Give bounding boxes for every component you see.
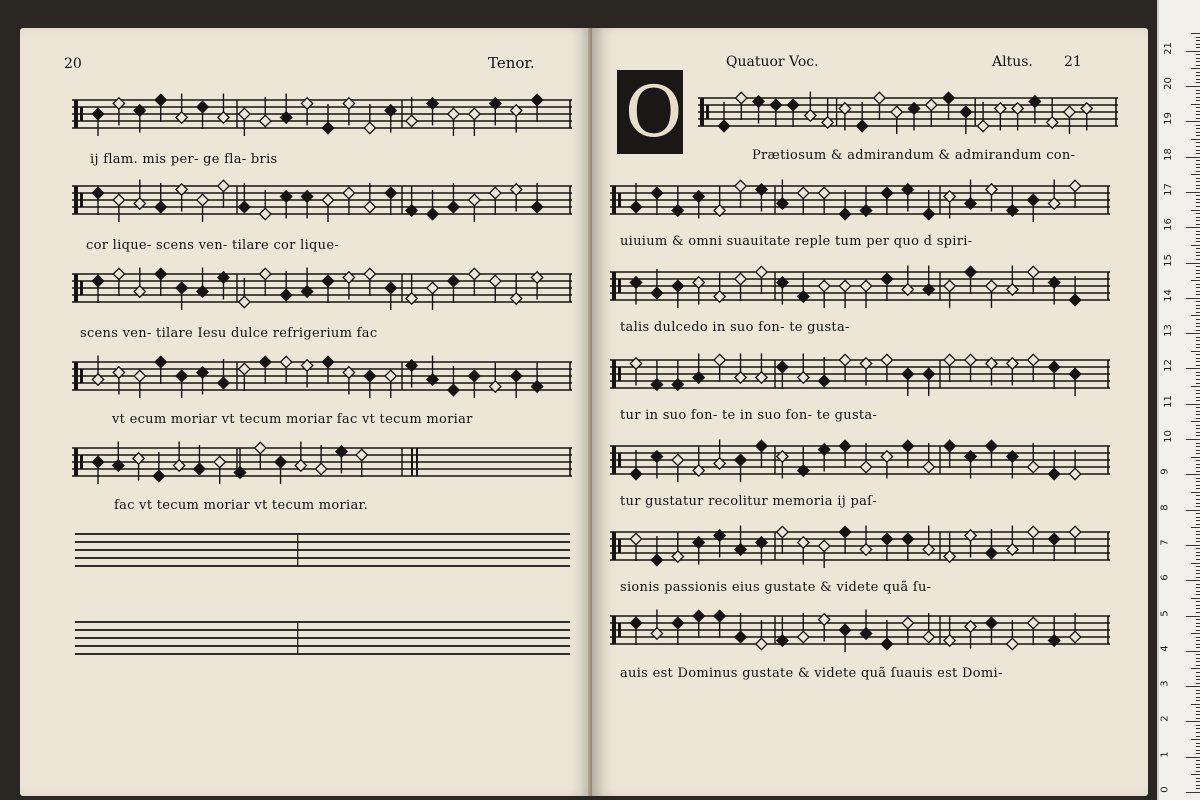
measurement-ruler [1157,0,1200,800]
ruler-tick [1196,135,1200,136]
ruler-tick [1191,139,1200,140]
ruler-tick [1196,365,1200,366]
ruler-tick [1196,305,1200,306]
ruler-tick [1196,672,1200,673]
ruler-number: 10 [1162,430,1174,443]
ruler-tick [1196,591,1200,592]
ruler-tick [1196,79,1200,80]
ruler-tick [1196,326,1200,327]
ruler-tick [1196,679,1200,680]
ruler-tick [1191,386,1200,387]
lyric-line: sionis passionis eius gustate & videte quã ſu- [620,580,932,595]
ruler-tick [1196,640,1200,641]
left-voice-part: Tenor. [488,54,535,72]
ruler-tick [1186,686,1200,687]
ruler-tick [1196,654,1200,655]
music-staff [610,518,1110,582]
ruler-tick [1196,760,1200,761]
ruler-tick [1196,308,1200,309]
ruler-tick [1196,400,1200,401]
ruler-tick [1196,111,1200,112]
ruler-tick [1196,753,1200,754]
ruler-tick [1186,263,1200,264]
ruler-tick [1191,492,1200,493]
ruler-tick [1196,644,1200,645]
music-staff [72,172,572,236]
ruler-tick [1196,725,1200,726]
music-staff [610,346,1110,410]
ruler-tick [1196,432,1200,433]
ruler-tick [1196,559,1200,560]
ruler-number: 11 [1162,394,1174,408]
ruler-tick [1186,298,1200,299]
ruler-tick [1196,566,1200,567]
ruler-tick [1196,481,1200,482]
ruler-tick [1196,467,1200,468]
lyric-line: uiuium & omni suauitate reple tum per quo d spiri- [620,234,973,249]
right-header-title: Quatuor Voc. [726,54,819,70]
ruler-tick [1196,746,1200,747]
lyric-line: scens ven- tilare Iesu dulce refrigerium fac [80,326,378,341]
ruler-tick [1196,626,1200,627]
ruler-tick [1196,418,1200,419]
ruler-tick [1186,510,1200,511]
ruler-tick [1191,739,1200,740]
ruler-tick [1196,238,1200,239]
ruler-tick [1196,676,1200,677]
ruler-tick [1186,721,1200,722]
ruler-tick [1196,167,1200,168]
ruler-tick [1196,82,1200,83]
ruler-number: 4 [1159,645,1171,652]
ruler-tick [1196,464,1200,465]
ruler-tick [1196,700,1200,701]
ruler-tick [1196,443,1200,444]
ruler-tick [1196,128,1200,129]
ruler-tick [1196,460,1200,461]
ruler-tick [1196,231,1200,232]
initial-letter: O [625,71,683,153]
ruler-tick [1196,390,1200,391]
right-voice-part: Altus. [992,54,1033,70]
music-staff [72,260,572,324]
ruler-tick [1196,291,1200,292]
ruler-tick [1196,453,1200,454]
ruler-tick [1196,220,1200,221]
ruler-number: 12 [1162,359,1174,373]
ruler-tick [1191,351,1200,352]
ruler-tick [1196,47,1200,48]
ruler-tick [1196,541,1200,542]
ruler-tick [1196,358,1200,359]
ruler-tick [1186,580,1200,581]
ruler-tick [1196,107,1200,108]
lyric-line: auis est Dominus gustate & videte quã ſuauis est Domi- [620,666,1003,681]
ruler-tick [1196,605,1200,606]
right-page [592,28,1148,796]
ruler-tick [1196,506,1200,507]
ruler-number: 20 [1162,77,1174,90]
ruler-number: 2 [1159,715,1171,723]
ruler-tick [1196,294,1200,295]
music-staff [610,602,1110,666]
ruler-tick [1186,545,1200,546]
ruler-tick [1196,707,1200,708]
ruler-tick [1196,714,1200,715]
ruler-number: 13 [1162,324,1174,337]
ruler-tick [1196,495,1200,496]
ruler-tick [1191,563,1200,564]
right-page-number: 21 [1064,54,1082,70]
ruler-tick [1196,224,1200,225]
lyric-line: Prætiosum & admirandum & admirandum con- [752,148,1076,163]
ruler-tick [1196,517,1200,518]
ruler-tick [1196,697,1200,698]
ruler-number: 7 [1159,539,1171,546]
ruler-tick [1196,142,1200,143]
ruler-tick [1196,499,1200,500]
empty-staff [75,528,570,578]
ruler-tick [1196,178,1200,179]
music-staff [610,432,1110,496]
ruler-tick [1196,199,1200,200]
ruler-tick [1196,524,1200,525]
ruler-tick [1186,474,1200,475]
ruler-tick [1196,319,1200,320]
ruler-tick [1196,619,1200,620]
ruler-number: 18 [1162,147,1174,161]
ruler-tick [1196,573,1200,574]
ruler-tick [1196,485,1200,486]
ruler-tick [1196,100,1200,101]
ruler-tick [1196,711,1200,712]
ruler-tick [1196,54,1200,55]
ruler-number: 0 [1159,786,1171,793]
music-staff [698,84,1118,148]
ruler-tick [1186,86,1200,87]
ruler-tick [1191,421,1200,422]
ruler-tick [1196,728,1200,729]
ruler-tick [1196,72,1200,73]
ruler-tick [1196,587,1200,588]
ruler-tick [1196,252,1200,253]
ruler-number: 6 [1159,574,1171,581]
decorated-initial [617,70,683,154]
ruler-tick [1196,330,1200,331]
ruler-tick [1196,601,1200,602]
ruler-tick [1196,647,1200,648]
ruler-tick [1196,471,1200,472]
ruler-tick [1191,633,1200,634]
ruler-tick [1196,612,1200,613]
ruler-tick [1196,478,1200,479]
ruler-tick [1196,407,1200,408]
ruler-tick [1191,280,1200,281]
ruler-tick [1196,217,1200,218]
ruler-tick [1196,411,1200,412]
ruler-tick [1191,104,1200,105]
music-staff [72,86,572,150]
ruler-tick [1196,58,1200,59]
ruler-tick [1196,414,1200,415]
ruler-tick [1196,40,1200,41]
lyric-line: ij flam. mis per- ge fla- bris [90,152,278,167]
ruler-tick [1196,767,1200,768]
music-staff [610,258,1110,322]
ruler-tick [1196,383,1200,384]
ruler-tick [1196,234,1200,235]
ruler-tick [1196,397,1200,398]
ruler-number: 19 [1162,112,1174,126]
ruler-tick [1191,245,1200,246]
ruler-tick [1196,37,1200,38]
ruler-tick [1191,704,1200,705]
ruler-tick [1196,202,1200,203]
ruler-tick [1196,344,1200,345]
lyric-line: tur in suo fon- te in suo fon- te gusta- [620,408,878,423]
ruler-tick [1196,570,1200,571]
ruler-tick [1196,150,1200,151]
ruler-number: 5 [1159,609,1171,617]
ruler-tick [1191,668,1200,669]
ruler-tick [1196,630,1200,631]
ruler-tick [1196,171,1200,172]
ruler-tick [1196,608,1200,609]
ruler-tick [1196,425,1200,426]
ruler-number: 17 [1162,183,1174,196]
ruler-tick [1186,616,1200,617]
ruler-tick [1196,93,1200,94]
ruler-tick [1196,287,1200,288]
left-page [20,28,592,796]
ruler-tick [1196,771,1200,772]
ruler-tick [1196,160,1200,161]
ruler-tick [1196,658,1200,659]
ruler-tick [1186,333,1200,334]
ruler-tick [1196,503,1200,504]
ruler-number: 9 [1159,468,1171,475]
ruler-tick [1196,428,1200,429]
music-staff [72,434,572,498]
ruler-tick [1196,584,1200,585]
ruler-tick [1196,146,1200,147]
lyric-line: tur gustatur recolitur memoria ij paſ- [620,494,877,509]
ruler-tick [1196,736,1200,737]
ruler-number: 15 [1162,253,1174,267]
ruler-tick [1186,404,1200,405]
ruler-tick [1196,164,1200,165]
ruler-tick [1196,393,1200,394]
ruler-tick [1196,153,1200,154]
ruler-tick [1196,61,1200,62]
ruler-tick [1196,301,1200,302]
ruler-tick [1191,210,1200,211]
ruler-tick [1191,68,1200,69]
lyric-line: vt ecum moriar vt tecum moriar fac vt tecum moriar [112,412,473,427]
ruler-tick [1196,114,1200,115]
ruler-tick [1196,206,1200,207]
ruler-tick [1196,534,1200,535]
empty-staff [75,616,570,666]
ruler-tick [1196,435,1200,436]
ruler-tick [1196,488,1200,489]
ruler-tick [1196,375,1200,376]
ruler-tick [1196,577,1200,578]
ruler-tick [1196,75,1200,76]
ruler-tick [1196,665,1200,666]
ruler-tick [1196,65,1200,66]
ruler-tick [1196,312,1200,313]
ruler-tick [1196,718,1200,719]
ruler-tick [1196,683,1200,684]
ruler-tick [1196,273,1200,274]
ruler-tick [1196,270,1200,271]
ruler-number: 14 [1162,288,1174,302]
ruler-tick [1186,192,1200,193]
ruler-tick [1196,125,1200,126]
ruler-tick [1186,439,1200,440]
left-page-number: 20 [64,56,82,72]
ruler-number: 16 [1162,218,1174,232]
ruler-tick [1196,347,1200,348]
ruler-tick [1196,520,1200,521]
ruler-tick [1196,97,1200,98]
ruler-tick [1196,661,1200,662]
lyric-line: cor lique- scens ven- tilare cor lique- [86,238,340,253]
ruler-tick [1196,277,1200,278]
ruler-tick [1196,181,1200,182]
ruler-tick [1196,778,1200,779]
ruler-tick [1196,337,1200,338]
ruler-tick [1196,555,1200,556]
ruler-tick [1196,637,1200,638]
ruler-tick [1196,354,1200,355]
ruler-tick [1196,248,1200,249]
ruler-tick [1191,774,1200,775]
ruler-tick [1196,44,1200,45]
ruler-tick [1196,732,1200,733]
ruler-tick [1196,323,1200,324]
ruler-tick [1191,457,1200,458]
lyric-line: talis dulcedo in suo fon- te gusta- [620,320,850,335]
ruler-number: 21 [1162,41,1174,55]
ruler-tick [1186,757,1200,758]
ruler-tick [1196,195,1200,196]
ruler-tick [1196,693,1200,694]
ruler-tick [1196,785,1200,786]
ruler-tick [1186,651,1200,652]
ruler-tick [1196,213,1200,214]
ruler-tick [1196,284,1200,285]
ruler-tick [1196,90,1200,91]
ruler-tick [1191,527,1200,528]
ruler-tick [1186,792,1200,793]
ruler-tick [1196,548,1200,549]
ruler-tick [1196,372,1200,373]
ruler-tick [1196,690,1200,691]
ruler-number: 8 [1159,503,1171,511]
ruler-tick [1191,315,1200,316]
lyric-line: fac vt tecum moriar vt tecum moriar. [114,498,369,513]
open-book [10,28,1150,796]
ruler-tick [1196,379,1200,380]
ruler-tick [1196,750,1200,751]
ruler-tick [1196,255,1200,256]
ruler-tick [1196,538,1200,539]
ruler-tick [1196,594,1200,595]
ruler-tick [1186,51,1200,52]
ruler-number: 1 [1159,751,1171,758]
music-staff [72,348,572,412]
ruler-tick [1196,259,1200,260]
ruler-tick [1191,598,1200,599]
ruler-tick [1191,33,1200,34]
ruler-tick [1196,132,1200,133]
ruler-tick [1196,241,1200,242]
ruler-tick [1186,121,1200,122]
ruler-tick [1196,188,1200,189]
ruler-tick [1196,450,1200,451]
ruler-tick [1196,361,1200,362]
ruler-tick [1186,368,1200,369]
ruler-tick [1196,552,1200,553]
ruler-tick [1196,743,1200,744]
ruler-tick [1196,340,1200,341]
ruler-tick [1196,513,1200,514]
ruler-tick [1196,764,1200,765]
ruler-tick [1196,446,1200,447]
ruler-tick [1196,788,1200,789]
ruler-tick [1196,266,1200,267]
ruler-tick [1191,174,1200,175]
ruler-tick [1196,118,1200,119]
ruler-tick [1196,781,1200,782]
ruler-tick [1186,227,1200,228]
ruler-tick [1196,185,1200,186]
music-staff [610,172,1110,236]
ruler-number: 3 [1159,680,1171,687]
ruler-tick [1186,157,1200,158]
ruler-tick [1196,531,1200,532]
ruler-tick [1196,623,1200,624]
